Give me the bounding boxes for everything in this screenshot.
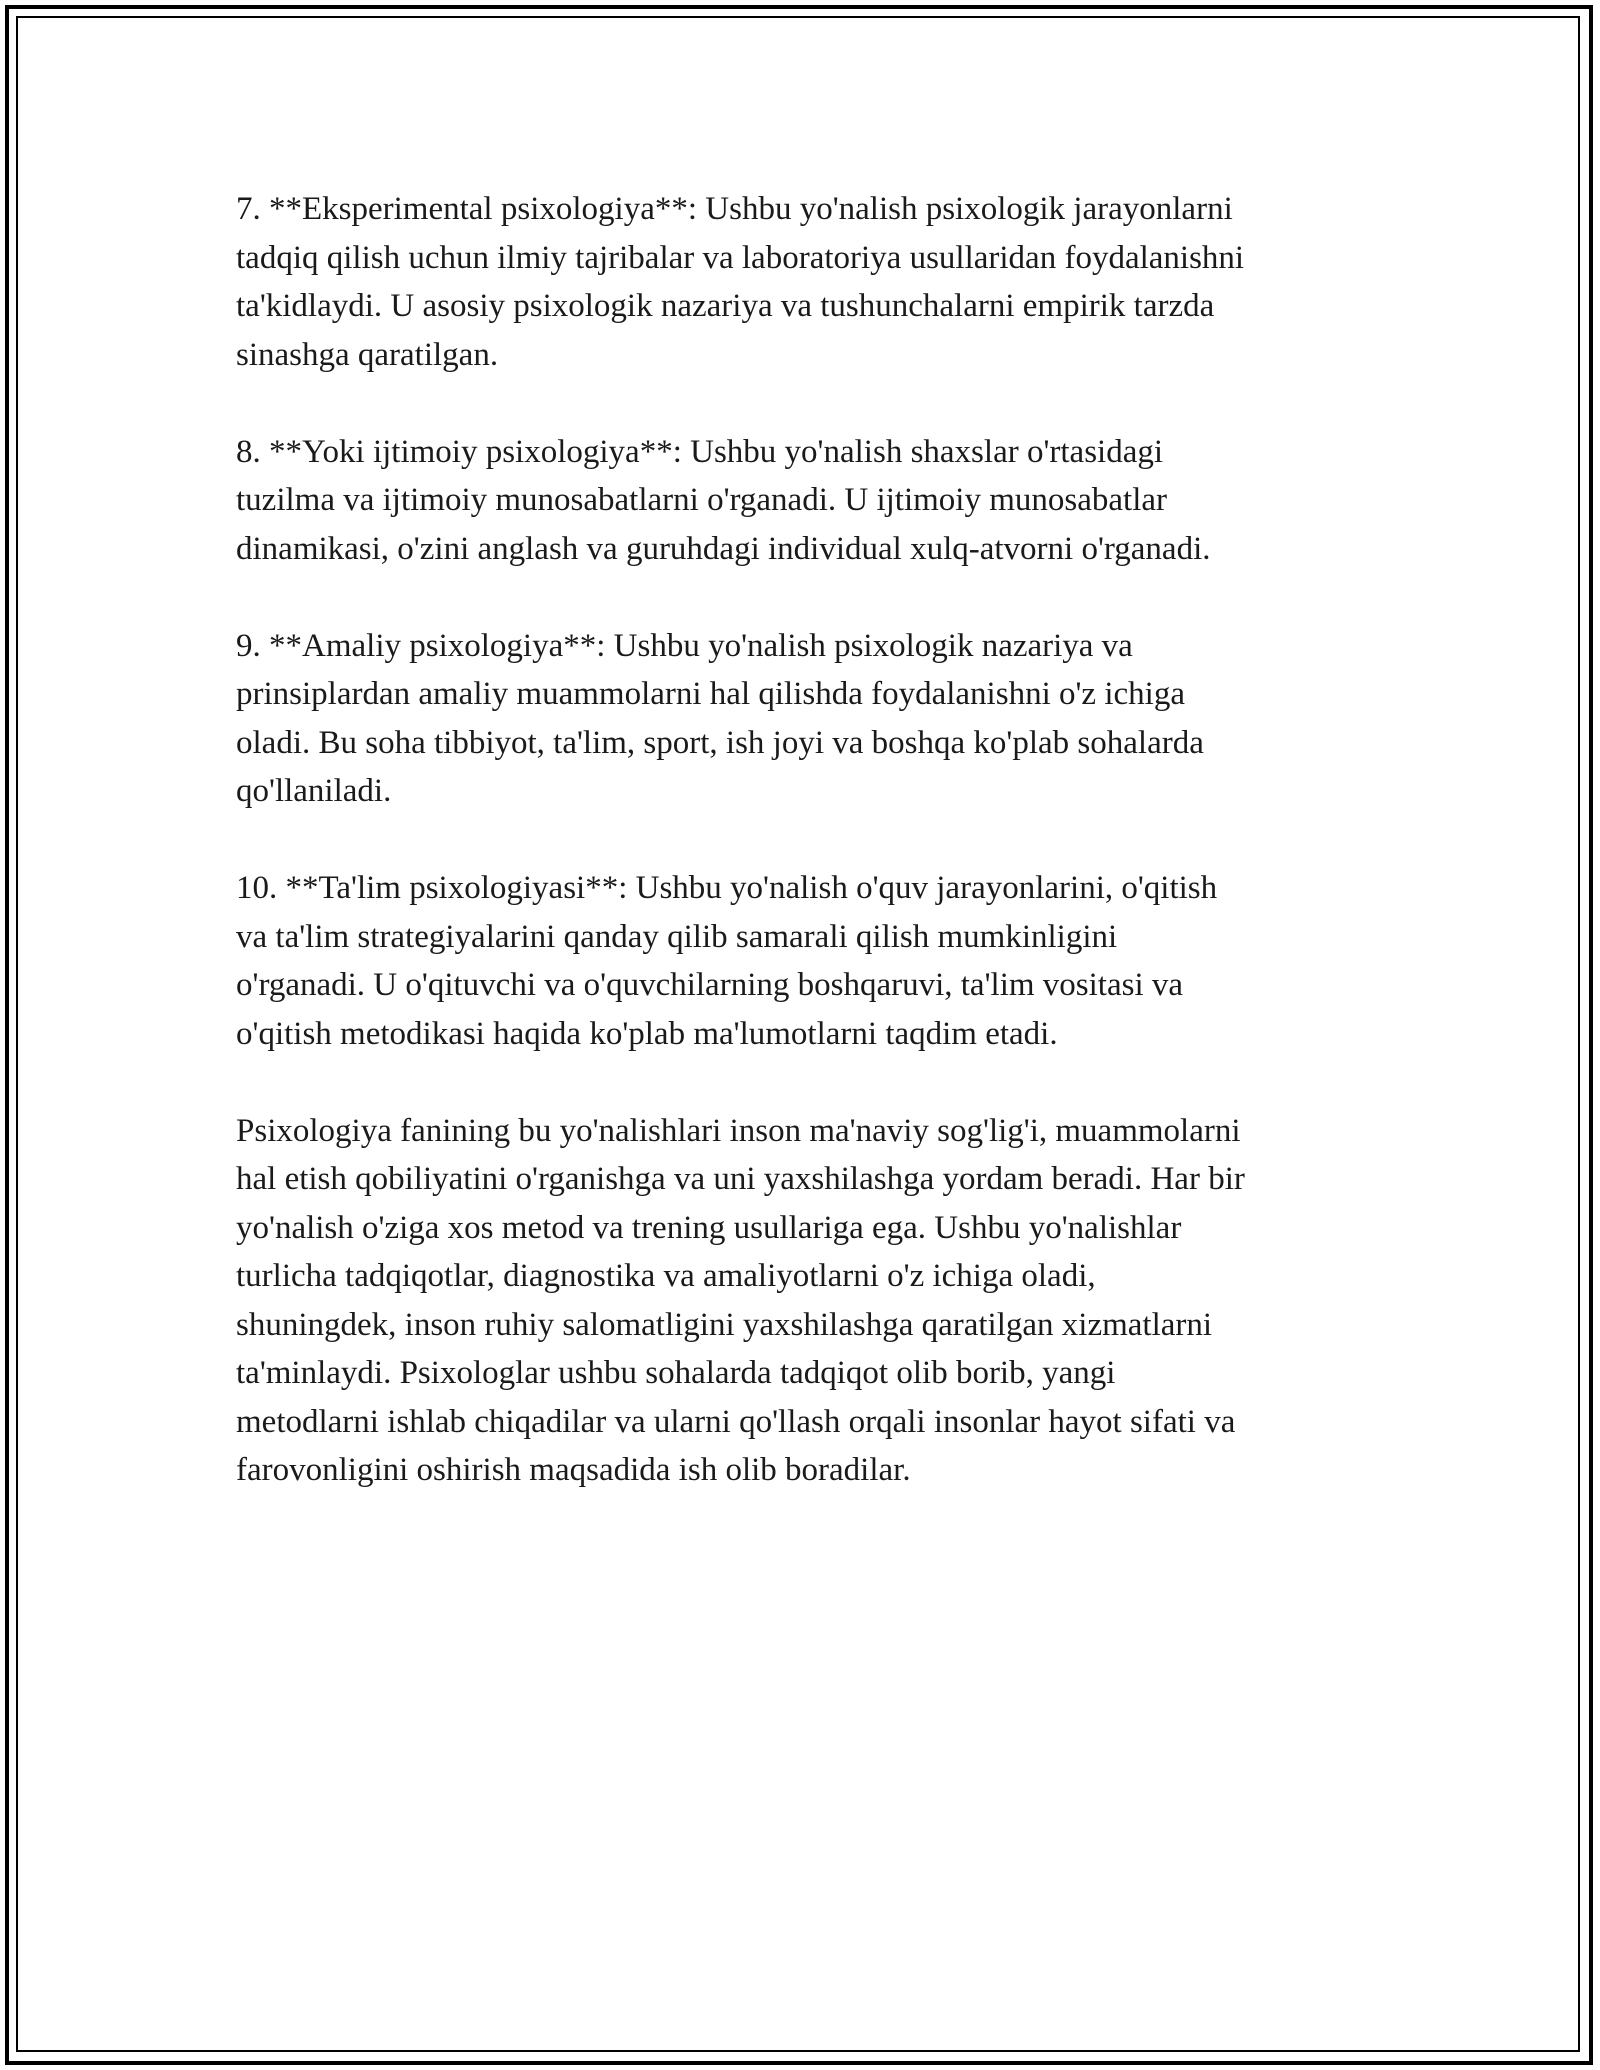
paragraph-conclusion: Psixologiya fanining bu yo'nalishlari inson ma'naviy sog'lig'i, muammolarni hal etish qobiliyatini o'rganishga va uni yaxshilashga yordam beradi. Har bir yo'nalish o'ziga xos metod va trening usullariga ega. Ushbu yo'nalishlar turlicha tadqiqotlar, diagnostika va amaliyotlarni o'z ichiga oladi, shuningdek, inson ruhiy salomatligini yaxshilashga qaratilgan xizmatlarni ta'minlaydi. Psixologlar ushbu sohalarda tadqiqot olib borib, yangi metodlarni ishlab chiqadilar va ularni qo'llash orqali insonlar hayot sifati va farovonligini oshirish maqsadida ish olib boradilar.	[236, 1112, 1245, 1488]
paragraph-experimental-psychology: 7. **Eksperimental psixologiya**: Ushbu yo'nalish psixologik jarayonlarni tadqiq qilish uchun ilmiy tajribalar va laboratoriya usullaridan foydalanishni ta'kidlaydi. U asosiy psixologik nazariya va tushunchalarni empirik tarzda sinashga qaratilgan.	[236, 191, 1245, 373]
paragraph-applied-psychology: 9. **Amaliy psixologiya**: Ushbu yo'nalish psixologik nazariya va prinsiplardan amaliy muammolarni hal qilishda foydalanishni o'z ichiga oladi. Bu soha tibbiyot, ta'lim, sport, ish joyi va boshqa ko'plab sohalarda qo'llaniladi.	[236, 627, 1204, 809]
document-body	[236, 185, 1366, 1543]
paragraph-social-psychology: 8. **Yoki ijtimoiy psixologiya**: Ushbu yo'nalish shaxslar o'rtasidagi tuzilma va ijtimoiy munosabatlarni o'rganadi. U ijtimoiy munosabatlar dinamikasi, o'zini anglash va guruhdagi individual xulq-atvorni o'rganadi.	[236, 433, 1211, 567]
paragraph-educational-psychology: 10. **Ta'lim psixologiyasi**: Ushbu yo'nalish o'quv jarayonlarini, o'qitish va ta'lim strategiyalarini qanday qilib samarali qilish mumkinligini o'rganadi. U o'qituvchi va o'quvchilarning boshqaruvi, ta'lim vositasi va o'qitish metodikasi haqida ko'plab ma'lumotlarni taqdim etadi.	[236, 870, 1218, 1052]
